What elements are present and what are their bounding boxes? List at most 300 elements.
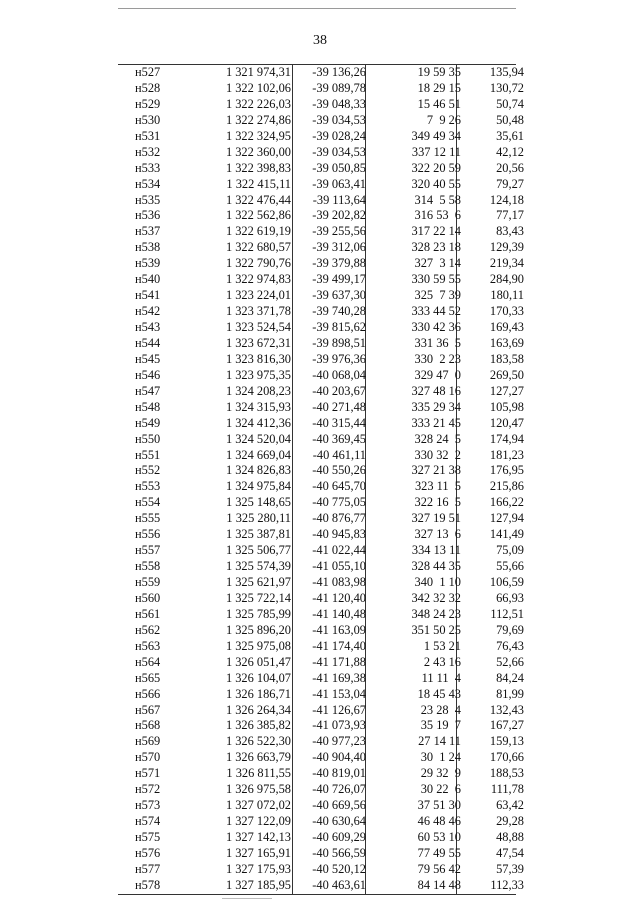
x-coordinate: 1 326 186,71 [225, 686, 291, 701]
table-row [118, 543, 524, 559]
x-coordinate: 1 327 185,95 [225, 877, 291, 892]
point-id: н535 [135, 192, 161, 207]
x-coordinate: 1 324 975,84 [225, 479, 291, 494]
y-coordinate: -40 669,56 [312, 798, 366, 813]
distance: 169,43 [489, 320, 524, 334]
table-row [118, 351, 524, 368]
point-id: н575 [135, 830, 161, 844]
table-row [118, 622, 524, 639]
table-row [118, 559, 524, 575]
table-row [118, 65, 524, 81]
distance: 35,61 [496, 128, 524, 143]
table-row [118, 670, 524, 687]
distance: 130,72 [489, 80, 524, 95]
table-row [118, 367, 524, 384]
point-id: н560 [135, 590, 161, 605]
distance: 124,18 [489, 192, 524, 207]
point-id: н536 [135, 208, 161, 223]
direction-angle: 77 49 55 [417, 845, 461, 860]
y-coordinate: -41 153,04 [312, 686, 366, 701]
point-id: н570 [135, 750, 161, 765]
distance: 84,24 [496, 670, 524, 685]
direction-angle: 27 14 11 [418, 734, 461, 749]
table-row [118, 256, 524, 272]
table-row [118, 590, 524, 607]
point-id: н529 [135, 96, 161, 111]
x-coordinate: 1 324 208,23 [225, 383, 291, 398]
x-coordinate: 1 327 122,09 [225, 814, 291, 829]
y-coordinate: -41 055,10 [312, 559, 366, 574]
y-coordinate: -40 609,29 [312, 830, 366, 844]
direction-angle: 330 42 36 [411, 320, 461, 334]
y-coordinate: -39 034,53 [312, 112, 366, 127]
table-row [118, 606, 524, 623]
distance: 166,22 [489, 495, 524, 510]
point-id: н550 [135, 431, 161, 446]
point-id: н566 [135, 686, 161, 701]
direction-angle: 2 43 16 [423, 654, 461, 669]
x-coordinate: 1 326 104,07 [225, 670, 291, 685]
y-coordinate: -39 063,41 [312, 176, 366, 191]
x-coordinate: 1 323 224,01 [225, 288, 291, 303]
direction-angle: 11 11 4 [421, 670, 461, 685]
distance: 29,28 [496, 814, 524, 829]
y-coordinate: -39 034,53 [312, 144, 366, 159]
distance: 129,39 [489, 240, 524, 255]
direction-angle: 348 24 23 [411, 606, 461, 621]
distance: 219,34 [489, 256, 524, 271]
distance: 75,09 [496, 543, 524, 558]
point-id: н578 [135, 877, 161, 892]
y-coordinate: -40 566,59 [312, 845, 366, 860]
x-coordinate: 1 321 974,31 [225, 65, 291, 79]
distance: 183,58 [489, 351, 524, 366]
direction-angle: 314 5 58 [414, 192, 461, 207]
table-row [118, 160, 524, 177]
y-coordinate: -41 163,09 [312, 622, 366, 637]
x-coordinate: 1 322 226,03 [225, 96, 291, 111]
point-id: н546 [135, 367, 161, 382]
direction-angle: 328 24 5 [414, 431, 461, 446]
distance: 63,42 [496, 798, 524, 813]
table-row [118, 718, 524, 734]
point-id: н555 [135, 511, 161, 526]
y-coordinate: -40 461,11 [312, 447, 366, 462]
direction-angle: 60 53 10 [417, 830, 461, 844]
direction-angle: 327 19 51 [411, 511, 461, 526]
direction-angle: 15 46 51 [417, 96, 461, 111]
point-id: н527 [135, 65, 161, 79]
table-row [118, 288, 524, 304]
y-coordinate: -39 815,62 [312, 320, 366, 334]
table-row [118, 304, 524, 320]
table-row [118, 479, 524, 495]
x-coordinate: 1 326 385,82 [225, 718, 291, 733]
direction-angle: 331 36 5 [414, 335, 461, 350]
x-coordinate: 1 323 975,35 [225, 367, 291, 382]
distance: 159,13 [489, 734, 524, 749]
x-coordinate: 1 322 619,19 [225, 224, 291, 239]
direction-angle: 334 13 11 [411, 543, 461, 558]
direction-angle: 327 3 14 [414, 256, 461, 271]
x-coordinate: 1 326 264,34 [225, 702, 291, 717]
x-coordinate: 1 325 621,97 [225, 575, 291, 589]
distance: 77,17 [496, 208, 524, 223]
point-id: н533 [135, 160, 161, 175]
distance: 52,66 [496, 654, 524, 669]
direction-angle: 327 21 38 [411, 463, 461, 478]
direction-angle: 1 53 21 [423, 638, 461, 653]
table-row [118, 734, 524, 750]
distance: 106,59 [489, 575, 524, 589]
x-coordinate: 1 327 142,13 [225, 830, 291, 844]
y-coordinate: -39 202,82 [312, 208, 366, 223]
point-id: н540 [135, 272, 161, 287]
distance: 180,11 [490, 288, 524, 303]
point-id: н559 [135, 575, 161, 589]
table-row [118, 144, 524, 161]
y-coordinate: -40 977,23 [312, 734, 366, 749]
table-row [118, 112, 524, 129]
direction-angle: 84 14 48 [417, 877, 461, 892]
distance: 132,43 [489, 702, 524, 717]
distance: 112,51 [490, 606, 524, 621]
x-coordinate: 1 322 324,95 [225, 128, 291, 143]
table-row [118, 686, 524, 703]
y-coordinate: -40 068,04 [312, 367, 366, 382]
direction-angle: 317 22 14 [411, 224, 461, 239]
direction-angle: 316 53 6 [414, 208, 461, 223]
point-id: н573 [135, 798, 161, 813]
x-coordinate: 1 326 051,47 [225, 654, 291, 669]
x-coordinate: 1 326 663,79 [225, 750, 291, 765]
direction-angle: 330 59 55 [411, 272, 461, 287]
scan-artifact [222, 898, 272, 899]
table-row [118, 495, 524, 511]
table-row [118, 431, 524, 448]
y-coordinate: -39 499,17 [312, 272, 366, 287]
direction-angle: 322 16 5 [414, 495, 461, 510]
y-coordinate: -41 120,40 [312, 590, 366, 605]
direction-angle: 29 32 9 [420, 766, 461, 781]
direction-angle: 18 29 15 [417, 80, 461, 95]
direction-angle: 337 12 11 [411, 144, 461, 159]
y-coordinate: -40 945,83 [312, 527, 366, 542]
point-id: н553 [135, 479, 161, 494]
table-row [118, 766, 524, 782]
point-id: н528 [135, 80, 161, 95]
table-row [118, 320, 524, 336]
direction-angle: 327 48 16 [411, 383, 461, 398]
distance: 66,93 [496, 590, 524, 605]
point-id: н537 [135, 224, 161, 239]
point-id: н561 [135, 606, 161, 621]
point-id: н534 [135, 176, 161, 191]
y-coordinate: -39 136,26 [312, 65, 366, 79]
y-coordinate: -39 050,85 [312, 160, 366, 175]
table-row [118, 447, 524, 464]
distance: 76,43 [496, 638, 524, 653]
point-id: н572 [135, 782, 161, 797]
y-coordinate: -40 819,01 [312, 766, 366, 781]
y-coordinate: -40 463,61 [312, 877, 366, 892]
y-coordinate: -39 740,28 [312, 304, 366, 319]
x-coordinate: 1 324 520,04 [225, 431, 291, 446]
table-row [118, 463, 524, 479]
y-coordinate: -40 876,77 [312, 511, 366, 526]
x-coordinate: 1 323 672,31 [225, 335, 291, 350]
y-coordinate: -40 726,07 [312, 782, 366, 797]
direction-angle: 19 59 35 [417, 65, 461, 79]
table-row [118, 511, 524, 527]
distance: 42,12 [496, 144, 524, 159]
y-coordinate: -40 645,70 [312, 479, 366, 494]
x-coordinate: 1 322 562,86 [225, 208, 291, 223]
table-row [118, 654, 524, 671]
x-coordinate: 1 322 476,44 [225, 192, 291, 207]
x-coordinate: 1 322 680,57 [225, 240, 291, 255]
distance: 48,88 [496, 830, 524, 844]
direction-angle: 351 50 25 [411, 622, 461, 637]
direction-angle: 327 13 6 [414, 527, 461, 542]
distance: 135,94 [489, 65, 524, 79]
point-id: н532 [135, 144, 161, 159]
point-id: н544 [135, 335, 161, 350]
distance: 57,39 [496, 861, 524, 876]
table-row [118, 877, 524, 894]
point-id: н571 [135, 766, 161, 781]
point-id: н548 [135, 399, 161, 414]
y-coordinate: -41 083,98 [312, 575, 366, 589]
table-row [118, 702, 524, 719]
point-id: н567 [135, 702, 161, 717]
table-row [118, 638, 524, 655]
y-coordinate: -39 379,88 [312, 256, 366, 271]
y-coordinate: -40 904,40 [312, 750, 366, 765]
direction-angle: 30 22 6 [420, 782, 461, 797]
table-row [118, 383, 524, 400]
direction-angle: 18 45 43 [417, 686, 461, 701]
y-coordinate: -41 140,48 [312, 606, 366, 621]
table-row [118, 272, 524, 288]
direction-angle: 328 23 18 [411, 240, 461, 255]
x-coordinate: 1 325 148,65 [225, 495, 291, 510]
direction-angle: 30 1 24 [420, 750, 461, 765]
distance: 176,95 [489, 463, 524, 478]
distance: 79,27 [496, 176, 524, 191]
point-id: н552 [135, 463, 161, 478]
y-coordinate: -39 312,06 [312, 240, 366, 255]
point-id: н541 [135, 288, 161, 303]
y-coordinate: -39 637,30 [312, 288, 366, 303]
distance: 174,94 [489, 431, 524, 446]
y-coordinate: -40 203,67 [312, 383, 366, 398]
x-coordinate: 1 325 280,11 [226, 511, 291, 526]
point-id: н576 [135, 845, 161, 860]
y-coordinate: -41 171,88 [312, 654, 366, 669]
y-coordinate: -40 630,64 [312, 814, 366, 829]
x-coordinate: 1 324 669,04 [225, 447, 291, 462]
point-id: н547 [135, 383, 161, 398]
point-id: н558 [135, 559, 161, 574]
x-coordinate: 1 326 975,58 [225, 782, 291, 797]
distance: 50,74 [496, 96, 524, 111]
point-id: н556 [135, 527, 161, 542]
table-row [118, 80, 524, 97]
y-coordinate: -41 174,40 [312, 638, 366, 653]
direction-angle: 7 9 26 [426, 112, 461, 127]
distance: 83,43 [496, 224, 524, 239]
direction-angle: 335 29 34 [411, 399, 461, 414]
y-coordinate: -39 255,56 [312, 224, 366, 239]
x-coordinate: 1 322 274,86 [225, 112, 291, 127]
x-coordinate: 1 323 816,30 [225, 351, 291, 366]
x-coordinate: 1 325 785,99 [225, 606, 291, 621]
coordinates-table [118, 64, 524, 895]
table-row [118, 830, 524, 846]
table-row [118, 399, 524, 416]
point-id: н562 [135, 622, 161, 637]
y-coordinate: -39 976,36 [312, 351, 366, 366]
table-row [118, 335, 524, 352]
point-id: н574 [135, 814, 161, 829]
direction-angle: 328 44 35 [411, 559, 461, 574]
table-row [118, 845, 524, 862]
page-number: 38 [313, 33, 327, 48]
direction-angle: 333 44 52 [411, 304, 461, 319]
y-coordinate: -41 022,44 [312, 543, 366, 558]
x-coordinate: 1 322 974,83 [225, 272, 291, 287]
x-coordinate: 1 324 826,83 [225, 463, 291, 478]
distance: 163,69 [489, 335, 524, 350]
point-id: н538 [135, 240, 161, 255]
x-coordinate: 1 323 371,78 [225, 304, 291, 319]
distance: 81,99 [496, 686, 524, 701]
y-coordinate: -40 775,05 [312, 495, 366, 510]
point-id: н557 [135, 543, 161, 558]
table-row [118, 782, 524, 798]
x-coordinate: 1 325 722,14 [225, 590, 291, 605]
y-coordinate: -41 126,67 [312, 702, 366, 717]
distance: 170,66 [489, 750, 524, 765]
distance: 112,33 [490, 877, 524, 892]
direction-angle: 46 48 46 [417, 814, 461, 829]
point-id: н564 [135, 654, 161, 669]
x-coordinate: 1 322 415,11 [226, 176, 291, 191]
point-id: н568 [135, 718, 161, 733]
table-row [118, 208, 524, 224]
top-rule [118, 8, 516, 9]
point-id: н549 [135, 415, 161, 430]
direction-angle: 330 2 23 [414, 351, 461, 366]
direction-angle: 323 11 5 [414, 479, 461, 494]
table-row [118, 224, 524, 240]
y-coordinate: -39 898,51 [312, 335, 366, 350]
distance: 50,48 [496, 112, 524, 127]
point-id: н551 [135, 447, 161, 462]
distance: 141,49 [489, 527, 524, 542]
y-coordinate: -40 369,45 [312, 431, 366, 446]
distance: 127,27 [489, 383, 524, 398]
x-coordinate: 1 325 387,81 [225, 527, 291, 542]
table-row [118, 527, 524, 543]
distance: 111,78 [490, 782, 524, 797]
y-coordinate: -39 028,24 [312, 128, 366, 143]
distance: 284,90 [489, 272, 524, 287]
distance: 269,50 [489, 367, 524, 382]
table-row [118, 750, 524, 766]
table-row [118, 176, 524, 193]
y-coordinate: -39 048,33 [312, 96, 366, 111]
direction-angle: 320 40 55 [411, 176, 461, 191]
distance: 105,98 [489, 399, 524, 414]
x-coordinate: 1 327 072,02 [225, 798, 291, 813]
y-coordinate: -39 113,64 [312, 192, 366, 207]
point-id: н577 [135, 861, 161, 876]
table-row [118, 861, 524, 878]
x-coordinate: 1 326 811,55 [226, 766, 291, 781]
x-coordinate: 1 325 506,77 [225, 543, 291, 558]
direction-angle: 79 56 42 [417, 861, 461, 876]
y-coordinate: -40 271,48 [312, 399, 366, 414]
table-row [118, 192, 524, 209]
direction-angle: 322 20 59 [411, 160, 461, 175]
point-id: н569 [135, 734, 161, 749]
y-coordinate: -39 089,78 [312, 80, 366, 95]
direction-angle: 330 32 2 [414, 447, 461, 462]
table-row [118, 798, 524, 814]
direction-angle: 329 47 0 [414, 367, 461, 382]
distance: 215,86 [489, 479, 524, 494]
table-row [118, 415, 524, 432]
y-coordinate: -40 315,44 [312, 415, 366, 430]
table-row [118, 240, 524, 256]
x-coordinate: 1 325 896,20 [225, 622, 291, 637]
distance: 79,69 [496, 622, 524, 637]
table-row [118, 575, 524, 591]
direction-angle: 325 7 39 [414, 288, 461, 303]
x-coordinate: 1 327 165,91 [225, 845, 291, 860]
point-id: н545 [135, 351, 161, 366]
distance: 20,56 [496, 160, 524, 175]
point-id: н563 [135, 638, 161, 653]
direction-angle: 333 21 45 [411, 415, 461, 430]
x-coordinate: 1 326 522,30 [225, 734, 291, 749]
x-coordinate: 1 322 102,06 [225, 80, 291, 95]
x-coordinate: 1 325 975,08 [225, 638, 291, 653]
distance: 167,27 [489, 718, 524, 733]
direction-angle: 342 32 32 [411, 590, 461, 605]
table-row [118, 814, 524, 830]
distance: 47,54 [496, 845, 524, 860]
x-coordinate: 1 322 360,00 [225, 144, 291, 159]
point-id: н530 [135, 112, 161, 127]
distance: 127,94 [489, 511, 524, 526]
x-coordinate: 1 324 412,36 [225, 415, 291, 430]
point-id: н531 [135, 128, 161, 143]
x-coordinate: 1 322 398,83 [225, 160, 291, 175]
distance: 188,53 [489, 766, 524, 781]
y-coordinate: -40 520,12 [312, 861, 366, 876]
direction-angle: 23 28 4 [420, 702, 461, 717]
y-coordinate: -40 550,26 [312, 463, 366, 478]
table-row [118, 128, 524, 145]
point-id: н543 [135, 320, 161, 334]
x-coordinate: 1 322 790,76 [225, 256, 291, 271]
direction-angle: 35 19 7 [420, 718, 461, 733]
x-coordinate: 1 327 175,93 [225, 861, 291, 876]
x-coordinate: 1 324 315,93 [225, 399, 291, 414]
